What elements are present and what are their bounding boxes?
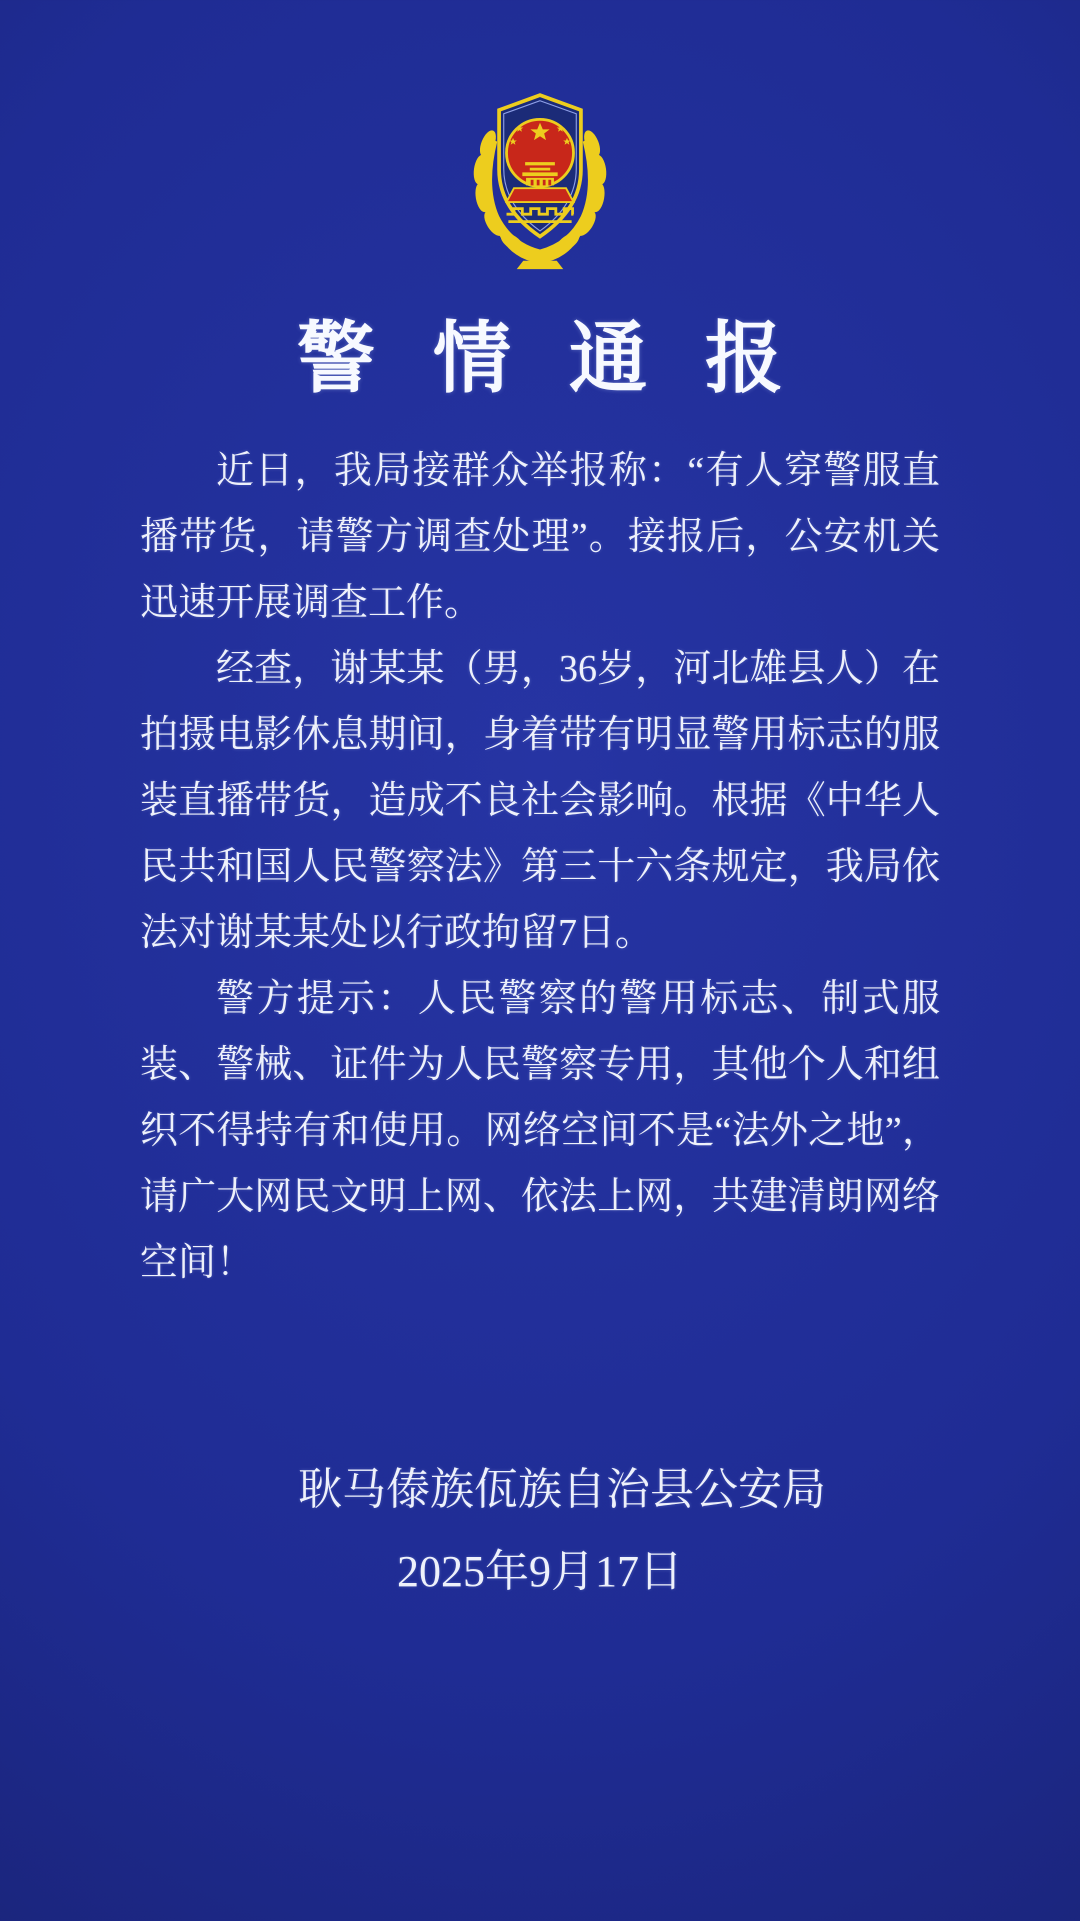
notice-paragraph-1: 近日，我局接群众举报称：“有人穿警服直播带货，请警方调查处理”。接报后，公安机关迅速开展调查工作。 xyxy=(140,450,940,624)
notice-paragraph-2: 经查，谢某某（男，36岁，河北雄县人）在拍摄电影休息期间，身着带有明显警用标志的服装直播带货，造成不良社会影响。根据《中华人民共和国人民警察法》第三十六条规定，我局依法对谢某某处以行政拘留7日。 xyxy=(140,648,940,954)
ribbon xyxy=(517,261,564,269)
notice-date: 2025年9月17日 xyxy=(397,1547,683,1596)
red-banner xyxy=(507,188,574,202)
notice-title: 警情通报 xyxy=(296,315,841,402)
police-badge-emblem xyxy=(0,0,1080,270)
notice-body xyxy=(140,438,940,1296)
issuing-authority: 耿马傣族佤族自治县公安局 xyxy=(298,1465,826,1514)
notice-paragraph-3: 警方提示：人民警察的警用标志、制式服装、警械、证件为人民警察专用，其他个人和组织不得持有和使用。网络空间不是“法外之地”，请广大网民文明上网、依法上网，共建清朗网络空间！ xyxy=(140,978,940,1284)
police-badge-icon xyxy=(454,84,626,270)
